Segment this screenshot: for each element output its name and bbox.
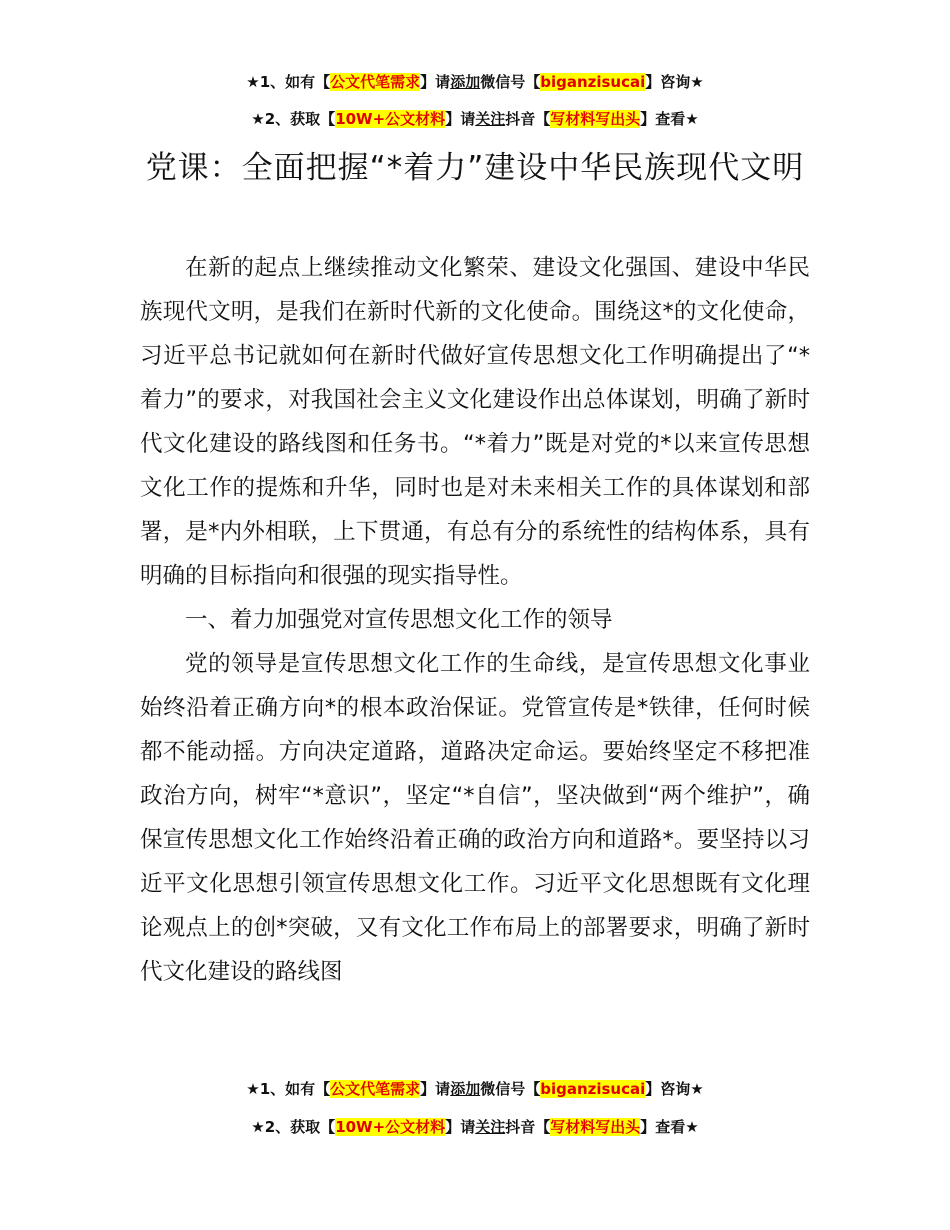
promo-text: 】请 <box>420 73 451 91</box>
promo-highlight: 公文代笔需求 <box>330 73 421 91</box>
promo-prefix: ★1、如有【 <box>246 73 331 91</box>
promo-highlight: biganzisucai <box>540 1080 646 1098</box>
promo-text: 】请 <box>420 1080 451 1098</box>
footer-promo-line-2 <box>0 1116 950 1137</box>
header-promo-line-1 <box>0 71 950 92</box>
promo-text: 微信号【 <box>480 73 541 91</box>
document-body <box>140 246 810 994</box>
promo-highlight: 10W+公文材料 <box>335 110 446 128</box>
promo-suffix: 】查看★ <box>640 110 699 128</box>
promo-highlight: 10W+公文材料 <box>335 1118 446 1136</box>
promo-text: 】请 <box>445 1118 476 1136</box>
promo-highlight: 写材料写出头 <box>550 1118 641 1136</box>
promo-underlined: 添加 <box>450 1080 481 1098</box>
header-promo-line-2 <box>0 108 950 129</box>
footer-promo-line-1 <box>0 1078 950 1099</box>
promo-suffix: 】查看★ <box>640 1118 699 1136</box>
promo-text: 抖音【 <box>505 1118 551 1136</box>
promo-underlined: 关注 <box>475 110 506 128</box>
promo-highlight: biganzisucai <box>540 73 646 91</box>
promo-prefix: ★1、如有【 <box>246 1080 331 1098</box>
promo-prefix: ★2、获取【 <box>251 110 336 128</box>
promo-text: 微信号【 <box>480 1080 541 1098</box>
promo-underlined: 关注 <box>475 1118 506 1136</box>
promo-suffix: 】咨询★ <box>645 1080 704 1098</box>
promo-suffix: 】咨询★ <box>645 73 704 91</box>
promo-underlined: 添加 <box>450 73 481 91</box>
promo-highlight: 写材料写出头 <box>550 110 641 128</box>
section-heading: 一、着力加强党对宣传思想文化工作的领导 <box>185 607 613 633</box>
promo-text: 抖音【 <box>505 110 551 128</box>
promo-highlight: 公文代笔需求 <box>330 1080 421 1098</box>
promo-text: 】请 <box>445 110 476 128</box>
document-title: 党课：全面把握“*着力”建设中华民族现代文明 <box>145 150 805 186</box>
body-paragraph: 党的领导是宣传思想文化工作的生命线，是宣传思想文化事业始终沿着正确方向*的根本政治保证。党管宣传是*铁律，任何时候都不能动摇。方向决定道路，道路决定命运。要始终坚定不移把准政治方向，树牢“*意识”，坚定“*自信”，坚决做到“两个维护”，确保宣传思想文化工作始终沿着正确的政治方向和道路*。要坚持以习近平文化思想引领宣传思想文化工作。习近平文化思想既有文化理论观点上的创*突破，又有文化工作布局上的部署要求，明确了新时代文化建设的路线图 <box>140 651 810 985</box>
promo-prefix: ★2、获取【 <box>251 1118 336 1136</box>
body-paragraph: 在新的起点上继续推动文化繁荣、建设文化强国、建设中华民族现代文明，是我们在新时代新的文化使命。围绕这*的文化使命，习近平总书记就如何在新时代做好宣传思想文化工作明确提出了“*着力”的要求，对我国社会主义文化建设作出总体谋划，明确了新时代文化建设的路线图和任务书。“*着力”既是对党的*以来宣传思想文化工作的提炼和升华，同时也是对未来相关工作的具体谋划和部署，是*内外相联，上下贯通，有总有分的系统性的结构体系，具有明确的目标指向和很强的现实指导性。 <box>140 255 810 589</box>
